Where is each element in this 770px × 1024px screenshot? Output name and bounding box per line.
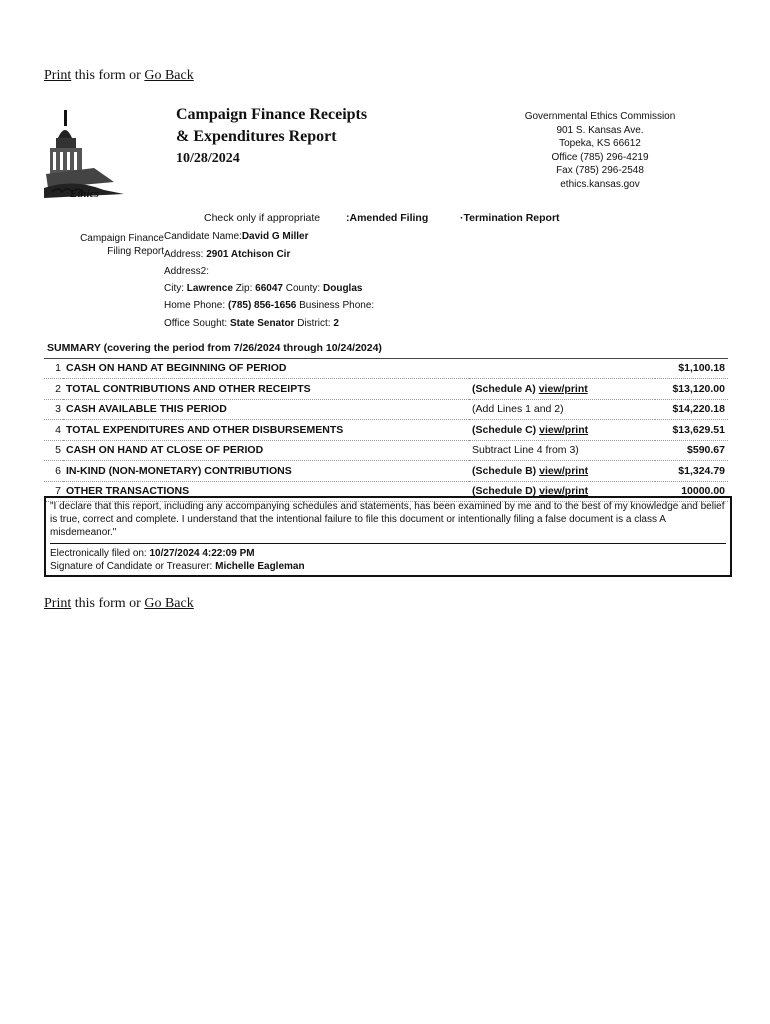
zip-label: Zip: — [235, 283, 253, 294]
nav-separator-text-bottom: this form or — [74, 596, 141, 611]
zip-value: 66047 — [255, 283, 283, 294]
amended-checkbox[interactable]: : — [346, 212, 350, 224]
row-schedule-note: (Schedule B) — [472, 464, 537, 477]
candidate-name-label: Candidate Name: — [164, 231, 242, 242]
agency-fax: Fax (785) 296-2548 — [556, 165, 644, 176]
address2-row — [164, 266, 209, 277]
termination-checkbox[interactable]: · — [460, 212, 464, 224]
declaration-box — [44, 496, 732, 577]
logo-text: Ethics — [70, 188, 99, 200]
row-schedule — [469, 399, 655, 420]
agency-office-phone: Office (785) 296-4219 — [551, 151, 649, 163]
schedule-d-view-print-link[interactable]: view/print — [539, 485, 589, 498]
row-label: OTHER TRANSACTIONS — [63, 481, 469, 502]
report-title-line2: & Expenditures Report — [176, 128, 337, 145]
filed-on-value: 10/27/2024 4:22:09 PM — [149, 548, 255, 559]
row-schedule — [469, 461, 655, 482]
amended-filing-option[interactable] — [346, 212, 428, 224]
row-schedule — [469, 420, 655, 441]
summary-row — [44, 358, 728, 379]
row-label: CASH AVAILABLE THIS PERIOD — [63, 399, 469, 420]
nav-separator-text: this form or — [74, 68, 141, 83]
office-sought-label: Office Sought: — [164, 318, 228, 329]
declaration-text: "I declare that this report, including any accompanying schedules and statements, has been examined by me and to the best of my knowledge and belief is true, correct and complete. I understand that the intentional failure to file this document or intentionally filing a false document is a class A misdemeanor." — [50, 500, 726, 544]
agency-address2: Topeka, KS 66612 — [559, 138, 641, 149]
home-phone-value: (785) 856-1656 — [227, 300, 297, 311]
row-amount: 10000.00 — [655, 481, 728, 502]
row-schedule — [469, 440, 655, 461]
filing-report-side-label — [64, 232, 164, 258]
agency-address1: 901 S. Kansas Ave. — [556, 124, 644, 136]
row-number: 4 — [44, 420, 63, 441]
report-title-block — [176, 104, 367, 170]
row-amount: $590.67 — [655, 440, 728, 461]
row-schedule-note: (Schedule A) — [472, 382, 536, 395]
row-number: 5 — [44, 440, 63, 461]
amended-filing-label: Amended Filing — [349, 212, 429, 224]
side-label-line2: Filing Report — [107, 246, 164, 257]
signature-value: Michelle Eagleman — [215, 561, 305, 572]
row-number: 6 — [44, 461, 63, 482]
address2-label: Address2: — [164, 266, 210, 277]
row-label: CASH ON HAND AT CLOSE OF PERIOD — [63, 440, 469, 461]
schedule-a-view-print-link[interactable]: view/print — [538, 382, 588, 395]
district-label: District: — [297, 318, 331, 329]
print-link-bottom[interactable]: Print — [44, 596, 72, 611]
row-schedule — [469, 379, 655, 400]
schedule-c-view-print-link[interactable]: view/print — [539, 423, 589, 436]
agency-contact-block — [500, 110, 700, 191]
district-value: 2 — [333, 318, 339, 329]
row-schedule-note: (Schedule C) — [472, 423, 537, 436]
report-date: 10/28/2024 — [176, 151, 240, 166]
summary-row — [44, 461, 728, 482]
summary-header: SUMMARY (covering the period from 7/26/2024 through 10/24/2024) — [44, 338, 728, 358]
row-number: 7 — [44, 481, 63, 502]
row-schedule-note: Subtract Line 4 from 3) — [472, 444, 579, 457]
phone-row — [164, 300, 374, 311]
bottom-nav — [44, 596, 194, 612]
row-amount: $1,324.79 — [655, 461, 728, 482]
county-label: County: — [285, 283, 321, 294]
row-number: 3 — [44, 399, 63, 420]
row-label: CASH ON HAND AT BEGINNING OF PERIOD — [63, 358, 469, 379]
ethics-commission-logo — [44, 104, 128, 204]
summary-row — [44, 379, 728, 400]
side-label-line1: Campaign Finance — [80, 233, 164, 244]
signature-row — [50, 560, 726, 573]
summary-row — [44, 399, 728, 420]
address-value: 2901 Atchison Cir — [206, 249, 291, 260]
summary-header-row — [44, 338, 728, 358]
top-nav — [44, 68, 194, 84]
office-sought-row — [164, 318, 339, 329]
row-amount: $13,120.00 — [655, 379, 728, 400]
row-amount: $13,629.51 — [655, 420, 728, 441]
city-value: Lawrence — [186, 283, 233, 294]
candidate-name-value: David G Miller — [241, 231, 309, 242]
row-schedule-note: (Schedule D) — [472, 485, 537, 498]
termination-report-label: Termination Report — [463, 212, 560, 224]
summary-row — [44, 420, 728, 441]
city-row — [164, 283, 362, 294]
address-row — [164, 249, 290, 260]
row-label: TOTAL EXPENDITURES AND OTHER DISBURSEMENTS — [63, 420, 469, 441]
summary-table — [44, 338, 728, 502]
row-amount: $1,100.18 — [655, 358, 728, 379]
row-schedule-note: (Add Lines 1 and 2) — [472, 403, 564, 416]
schedule-b-view-print-link[interactable]: view/print — [539, 464, 589, 477]
go-back-link[interactable]: Go Back — [144, 68, 194, 83]
report-title-line1: Campaign Finance Receipts — [176, 106, 368, 123]
address-label: Address: — [164, 249, 204, 260]
go-back-link-bottom[interactable]: Go Back — [144, 596, 194, 611]
candidate-name-row — [164, 231, 309, 242]
row-amount: $14,220.18 — [655, 399, 728, 420]
check-label: Check only if appropriate — [204, 212, 321, 224]
summary-row — [44, 440, 728, 461]
row-label: TOTAL CONTRIBUTIONS AND OTHER RECEIPTS — [63, 379, 469, 400]
print-link[interactable]: Print — [44, 68, 72, 83]
row-label: IN-KIND (NON-MONETARY) CONTRIBUTIONS — [63, 461, 469, 482]
home-phone-label: Home Phone: — [164, 300, 226, 311]
city-label: City: — [164, 283, 184, 294]
agency-website: ethics.kansas.gov — [560, 178, 640, 190]
county-value: Douglas — [323, 283, 363, 294]
business-phone-label: Business Phone: — [299, 300, 375, 311]
row-number: 1 — [44, 358, 63, 379]
termination-report-option[interactable] — [460, 212, 560, 224]
filed-on-label: Electronically filed on: — [50, 548, 147, 559]
row-number: 2 — [44, 379, 63, 400]
office-sought-value: State Senator — [229, 318, 295, 329]
signature-label: Signature of Candidate or Treasurer: — [50, 561, 213, 572]
filed-on-row — [50, 547, 726, 560]
row-schedule — [469, 358, 655, 379]
agency-name: Governmental Ethics Commission — [524, 111, 676, 122]
